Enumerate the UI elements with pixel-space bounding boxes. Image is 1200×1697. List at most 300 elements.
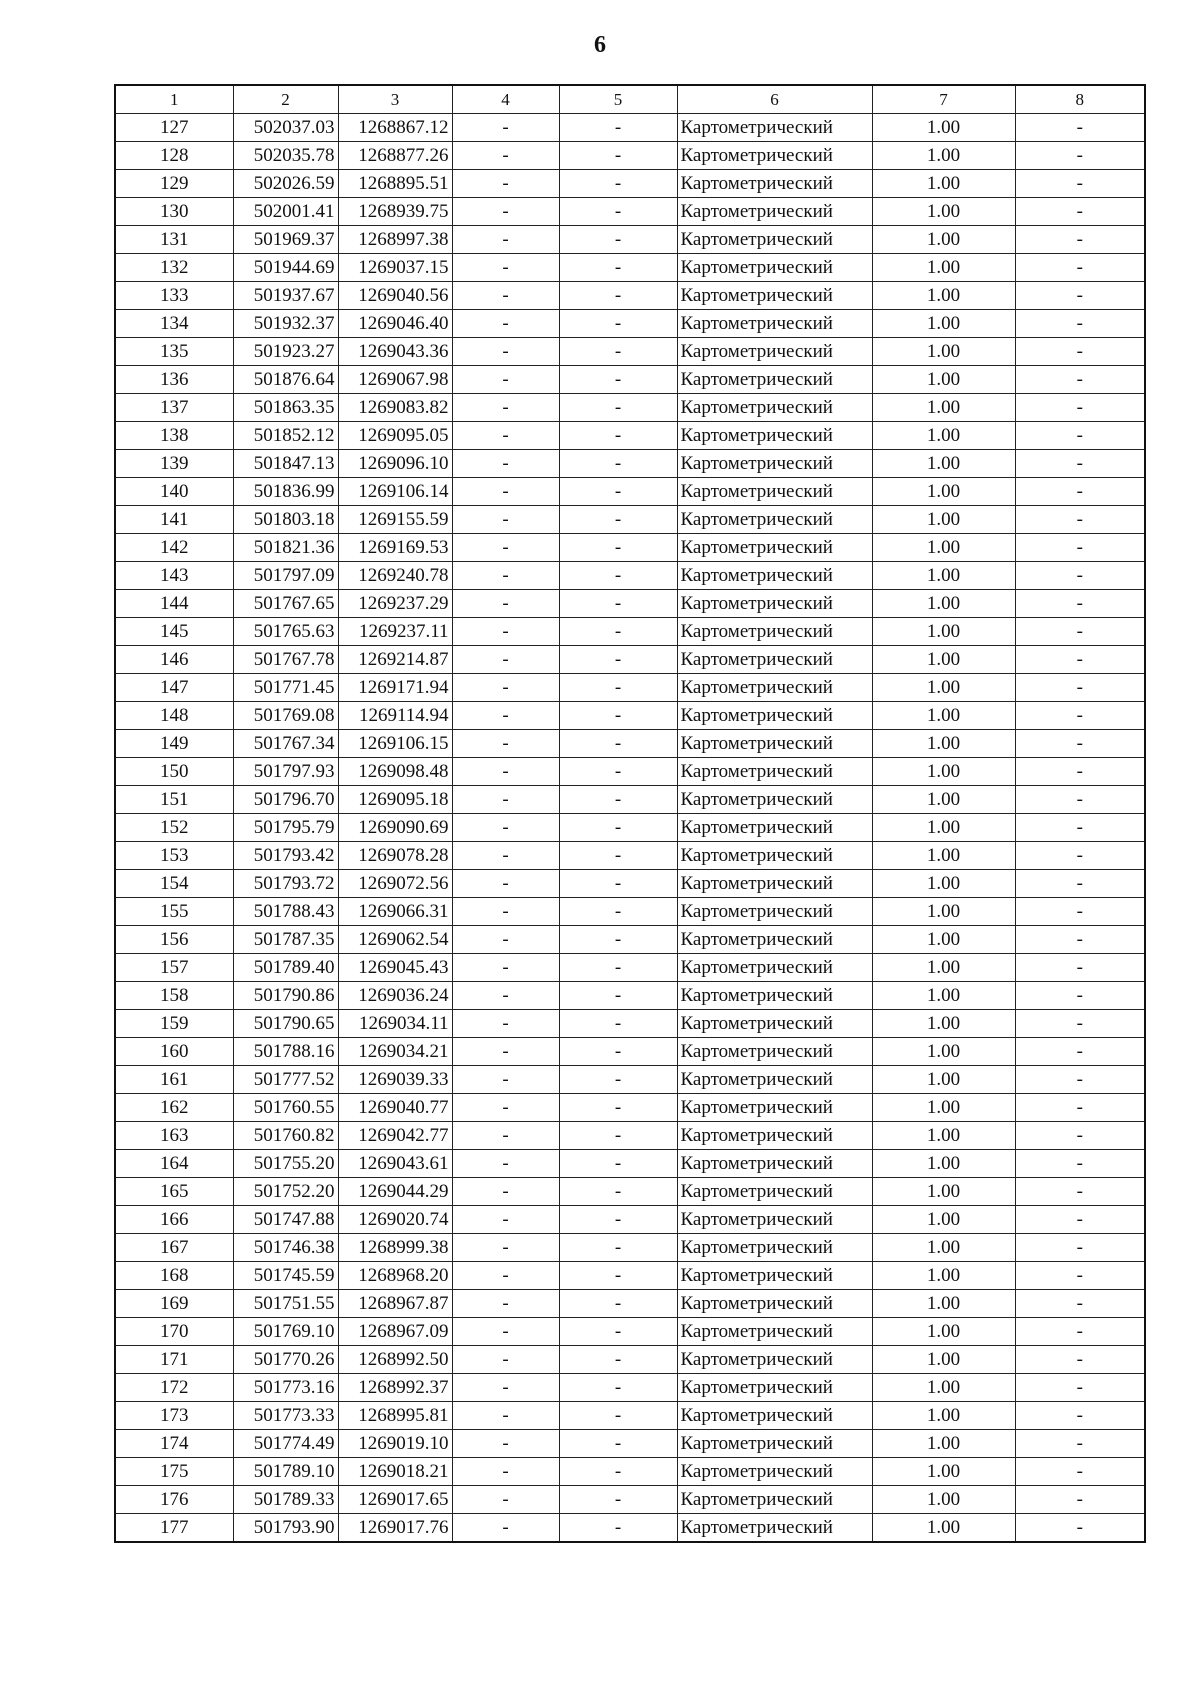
table-body bbox=[115, 114, 1145, 1543]
column-header-6: 6 bbox=[677, 85, 872, 114]
coord-y-cell: 1269114.94 bbox=[338, 702, 452, 730]
col-8-cell: - bbox=[1015, 702, 1145, 730]
method-cell: Картометрический bbox=[677, 758, 872, 786]
coord-x-cell: 501747.88 bbox=[233, 1206, 338, 1234]
col-8-cell: - bbox=[1015, 1066, 1145, 1094]
point-number-cell: 134 bbox=[115, 310, 233, 338]
coordinates-table bbox=[114, 84, 1146, 1543]
method-cell: Картометрический bbox=[677, 1318, 872, 1346]
table-row bbox=[115, 310, 1145, 338]
method-cell: Картометрический bbox=[677, 954, 872, 982]
col-5-cell: - bbox=[559, 226, 677, 254]
coord-x-cell: 501760.82 bbox=[233, 1122, 338, 1150]
col-8-cell: - bbox=[1015, 1318, 1145, 1346]
col-4-cell: - bbox=[452, 478, 559, 506]
point-number-cell: 128 bbox=[115, 142, 233, 170]
col-8-cell: - bbox=[1015, 842, 1145, 870]
col-8-cell: - bbox=[1015, 450, 1145, 478]
coord-x-cell: 501788.16 bbox=[233, 1038, 338, 1066]
accuracy-cell: 1.00 bbox=[872, 1514, 1015, 1543]
col-5-cell: - bbox=[559, 506, 677, 534]
point-number-cell: 146 bbox=[115, 646, 233, 674]
col-4-cell: - bbox=[452, 338, 559, 366]
coord-y-cell: 1269034.21 bbox=[338, 1038, 452, 1066]
point-number-cell: 153 bbox=[115, 842, 233, 870]
point-number-cell: 166 bbox=[115, 1206, 233, 1234]
col-8-cell: - bbox=[1015, 366, 1145, 394]
method-cell: Картометрический bbox=[677, 1010, 872, 1038]
coord-y-cell: 1269095.18 bbox=[338, 786, 452, 814]
table-row bbox=[115, 1234, 1145, 1262]
coord-y-cell: 1269237.29 bbox=[338, 590, 452, 618]
col-4-cell: - bbox=[452, 1094, 559, 1122]
accuracy-cell: 1.00 bbox=[872, 1290, 1015, 1318]
coord-y-cell: 1268992.37 bbox=[338, 1374, 452, 1402]
col-4-cell: - bbox=[452, 170, 559, 198]
col-5-cell: - bbox=[559, 926, 677, 954]
col-5-cell: - bbox=[559, 1122, 677, 1150]
method-cell: Картометрический bbox=[677, 674, 872, 702]
page-number: 6 bbox=[594, 32, 606, 58]
accuracy-cell: 1.00 bbox=[872, 534, 1015, 562]
coord-x-cell: 501789.40 bbox=[233, 954, 338, 982]
method-cell: Картометрический bbox=[677, 338, 872, 366]
coord-x-cell: 501787.35 bbox=[233, 926, 338, 954]
accuracy-cell: 1.00 bbox=[872, 618, 1015, 646]
accuracy-cell: 1.00 bbox=[872, 1122, 1015, 1150]
coord-y-cell: 1269106.14 bbox=[338, 478, 452, 506]
col-5-cell: - bbox=[559, 310, 677, 338]
table-row bbox=[115, 1290, 1145, 1318]
col-5-cell: - bbox=[559, 1206, 677, 1234]
col-8-cell: - bbox=[1015, 170, 1145, 198]
coord-y-cell: 1269237.11 bbox=[338, 618, 452, 646]
table-row bbox=[115, 198, 1145, 226]
method-cell: Картометрический bbox=[677, 1178, 872, 1206]
coord-y-cell: 1269240.78 bbox=[338, 562, 452, 590]
coord-x-cell: 501789.33 bbox=[233, 1486, 338, 1514]
coord-x-cell: 501760.55 bbox=[233, 1094, 338, 1122]
coord-y-cell: 1269043.61 bbox=[338, 1150, 452, 1178]
point-number-cell: 173 bbox=[115, 1402, 233, 1430]
col-8-cell: - bbox=[1015, 226, 1145, 254]
col-5-cell: - bbox=[559, 1010, 677, 1038]
table-row bbox=[115, 1346, 1145, 1374]
point-number-cell: 143 bbox=[115, 562, 233, 590]
col-4-cell: - bbox=[452, 618, 559, 646]
point-number-cell: 136 bbox=[115, 366, 233, 394]
accuracy-cell: 1.00 bbox=[872, 1066, 1015, 1094]
method-cell: Картометрический bbox=[677, 1514, 872, 1543]
table-row bbox=[115, 1486, 1145, 1514]
method-cell: Картометрический bbox=[677, 282, 872, 310]
coord-y-cell: 1269095.05 bbox=[338, 422, 452, 450]
col-8-cell: - bbox=[1015, 1122, 1145, 1150]
method-cell: Картометрический bbox=[677, 170, 872, 198]
col-8-cell: - bbox=[1015, 142, 1145, 170]
col-4-cell: - bbox=[452, 1374, 559, 1402]
table-row bbox=[115, 954, 1145, 982]
table-row bbox=[115, 562, 1145, 590]
accuracy-cell: 1.00 bbox=[872, 1374, 1015, 1402]
col-4-cell: - bbox=[452, 310, 559, 338]
accuracy-cell: 1.00 bbox=[872, 394, 1015, 422]
coord-x-cell: 501797.93 bbox=[233, 758, 338, 786]
col-8-cell: - bbox=[1015, 506, 1145, 534]
method-cell: Картометрический bbox=[677, 982, 872, 1010]
col-4-cell: - bbox=[452, 1402, 559, 1430]
table-row bbox=[115, 226, 1145, 254]
point-number-cell: 162 bbox=[115, 1094, 233, 1122]
method-cell: Картометрический bbox=[677, 1122, 872, 1150]
table-row bbox=[115, 338, 1145, 366]
method-cell: Картометрический bbox=[677, 1402, 872, 1430]
point-number-cell: 172 bbox=[115, 1374, 233, 1402]
coord-x-cell: 501836.99 bbox=[233, 478, 338, 506]
col-8-cell: - bbox=[1015, 1010, 1145, 1038]
table-row bbox=[115, 786, 1145, 814]
point-number-cell: 141 bbox=[115, 506, 233, 534]
col-5-cell: - bbox=[559, 1514, 677, 1543]
coord-x-cell: 501932.37 bbox=[233, 310, 338, 338]
method-cell: Картометрический bbox=[677, 1150, 872, 1178]
col-4-cell: - bbox=[452, 758, 559, 786]
col-8-cell: - bbox=[1015, 114, 1145, 142]
method-cell: Картометрический bbox=[677, 534, 872, 562]
col-4-cell: - bbox=[452, 422, 559, 450]
col-5-cell: - bbox=[559, 534, 677, 562]
coord-y-cell: 1269067.98 bbox=[338, 366, 452, 394]
col-8-cell: - bbox=[1015, 1178, 1145, 1206]
col-4-cell: - bbox=[452, 954, 559, 982]
accuracy-cell: 1.00 bbox=[872, 898, 1015, 926]
method-cell: Картометрический bbox=[677, 394, 872, 422]
point-number-cell: 154 bbox=[115, 870, 233, 898]
accuracy-cell: 1.00 bbox=[872, 366, 1015, 394]
accuracy-cell: 1.00 bbox=[872, 1150, 1015, 1178]
col-8-cell: - bbox=[1015, 282, 1145, 310]
point-number-cell: 155 bbox=[115, 898, 233, 926]
accuracy-cell: 1.00 bbox=[872, 842, 1015, 870]
table-row bbox=[115, 674, 1145, 702]
col-5-cell: - bbox=[559, 646, 677, 674]
col-5-cell: - bbox=[559, 1430, 677, 1458]
col-4-cell: - bbox=[452, 1458, 559, 1486]
coord-y-cell: 1269072.56 bbox=[338, 870, 452, 898]
accuracy-cell: 1.00 bbox=[872, 1458, 1015, 1486]
coord-y-cell: 1268939.75 bbox=[338, 198, 452, 226]
method-cell: Картометрический bbox=[677, 1486, 872, 1514]
coord-y-cell: 1269214.87 bbox=[338, 646, 452, 674]
accuracy-cell: 1.00 bbox=[872, 646, 1015, 674]
col-4-cell: - bbox=[452, 1206, 559, 1234]
col-4-cell: - bbox=[452, 142, 559, 170]
col-4-cell: - bbox=[452, 590, 559, 618]
col-4-cell: - bbox=[452, 786, 559, 814]
coord-x-cell: 501944.69 bbox=[233, 254, 338, 282]
coord-y-cell: 1268995.81 bbox=[338, 1402, 452, 1430]
col-8-cell: - bbox=[1015, 198, 1145, 226]
col-5-cell: - bbox=[559, 366, 677, 394]
method-cell: Картометрический bbox=[677, 478, 872, 506]
coord-x-cell: 501777.52 bbox=[233, 1066, 338, 1094]
point-number-cell: 174 bbox=[115, 1430, 233, 1458]
table-row bbox=[115, 1122, 1145, 1150]
col-4-cell: - bbox=[452, 282, 559, 310]
col-8-cell: - bbox=[1015, 1486, 1145, 1514]
col-4-cell: - bbox=[452, 674, 559, 702]
col-8-cell: - bbox=[1015, 534, 1145, 562]
coord-x-cell: 501752.20 bbox=[233, 1178, 338, 1206]
col-4-cell: - bbox=[452, 534, 559, 562]
col-5-cell: - bbox=[559, 702, 677, 730]
table-row bbox=[115, 618, 1145, 646]
col-4-cell: - bbox=[452, 898, 559, 926]
col-5-cell: - bbox=[559, 142, 677, 170]
col-8-cell: - bbox=[1015, 562, 1145, 590]
point-number-cell: 131 bbox=[115, 226, 233, 254]
table-row bbox=[115, 1262, 1145, 1290]
coord-x-cell: 501745.59 bbox=[233, 1262, 338, 1290]
point-number-cell: 142 bbox=[115, 534, 233, 562]
col-8-cell: - bbox=[1015, 898, 1145, 926]
col-4-cell: - bbox=[452, 450, 559, 478]
method-cell: Картометрический bbox=[677, 226, 872, 254]
coord-y-cell: 1269090.69 bbox=[338, 814, 452, 842]
point-number-cell: 163 bbox=[115, 1122, 233, 1150]
method-cell: Картометрический bbox=[677, 842, 872, 870]
coord-x-cell: 501770.26 bbox=[233, 1346, 338, 1374]
col-4-cell: - bbox=[452, 198, 559, 226]
accuracy-cell: 1.00 bbox=[872, 1038, 1015, 1066]
table-row bbox=[115, 1150, 1145, 1178]
point-number-cell: 133 bbox=[115, 282, 233, 310]
coord-x-cell: 501863.35 bbox=[233, 394, 338, 422]
coord-x-cell: 501788.43 bbox=[233, 898, 338, 926]
method-cell: Картометрический bbox=[677, 1206, 872, 1234]
col-8-cell: - bbox=[1015, 674, 1145, 702]
method-cell: Картометрический bbox=[677, 786, 872, 814]
col-5-cell: - bbox=[559, 1318, 677, 1346]
accuracy-cell: 1.00 bbox=[872, 450, 1015, 478]
col-5-cell: - bbox=[559, 422, 677, 450]
coord-y-cell: 1269036.24 bbox=[338, 982, 452, 1010]
col-5-cell: - bbox=[559, 898, 677, 926]
coord-x-cell: 501847.13 bbox=[233, 450, 338, 478]
accuracy-cell: 1.00 bbox=[872, 1346, 1015, 1374]
col-5-cell: - bbox=[559, 618, 677, 646]
col-4-cell: - bbox=[452, 1234, 559, 1262]
col-4-cell: - bbox=[452, 506, 559, 534]
method-cell: Картометрический bbox=[677, 702, 872, 730]
method-cell: Картометрический bbox=[677, 898, 872, 926]
col-8-cell: - bbox=[1015, 1430, 1145, 1458]
col-5-cell: - bbox=[559, 450, 677, 478]
table-row bbox=[115, 646, 1145, 674]
coord-y-cell: 1268997.38 bbox=[338, 226, 452, 254]
accuracy-cell: 1.00 bbox=[872, 1486, 1015, 1514]
coord-y-cell: 1268968.20 bbox=[338, 1262, 452, 1290]
coord-x-cell: 501969.37 bbox=[233, 226, 338, 254]
table-row bbox=[115, 926, 1145, 954]
coord-y-cell: 1268877.26 bbox=[338, 142, 452, 170]
coord-y-cell: 1268992.50 bbox=[338, 1346, 452, 1374]
point-number-cell: 156 bbox=[115, 926, 233, 954]
table-row bbox=[115, 534, 1145, 562]
coord-x-cell: 502037.03 bbox=[233, 114, 338, 142]
coord-y-cell: 1269017.76 bbox=[338, 1514, 452, 1543]
table-row bbox=[115, 142, 1145, 170]
col-8-cell: - bbox=[1015, 1514, 1145, 1543]
point-number-cell: 140 bbox=[115, 478, 233, 506]
col-5-cell: - bbox=[559, 982, 677, 1010]
accuracy-cell: 1.00 bbox=[872, 1318, 1015, 1346]
coord-x-cell: 501767.34 bbox=[233, 730, 338, 758]
col-5-cell: - bbox=[559, 394, 677, 422]
col-4-cell: - bbox=[452, 1122, 559, 1150]
point-number-cell: 144 bbox=[115, 590, 233, 618]
table-row bbox=[115, 1066, 1145, 1094]
coord-x-cell: 501789.10 bbox=[233, 1458, 338, 1486]
coord-x-cell: 501876.64 bbox=[233, 366, 338, 394]
col-5-cell: - bbox=[559, 282, 677, 310]
accuracy-cell: 1.00 bbox=[872, 1402, 1015, 1430]
column-header-4: 4 bbox=[452, 85, 559, 114]
method-cell: Картометрический bbox=[677, 1094, 872, 1122]
accuracy-cell: 1.00 bbox=[872, 982, 1015, 1010]
coord-y-cell: 1268999.38 bbox=[338, 1234, 452, 1262]
method-cell: Картометрический bbox=[677, 310, 872, 338]
column-header-1: 1 bbox=[115, 85, 233, 114]
coord-y-cell: 1269046.40 bbox=[338, 310, 452, 338]
table-row bbox=[115, 506, 1145, 534]
coord-x-cell: 501769.10 bbox=[233, 1318, 338, 1346]
point-number-cell: 160 bbox=[115, 1038, 233, 1066]
col-4-cell: - bbox=[452, 1486, 559, 1514]
col-4-cell: - bbox=[452, 814, 559, 842]
point-number-cell: 164 bbox=[115, 1150, 233, 1178]
coord-x-cell: 501797.09 bbox=[233, 562, 338, 590]
col-5-cell: - bbox=[559, 730, 677, 758]
accuracy-cell: 1.00 bbox=[872, 954, 1015, 982]
col-4-cell: - bbox=[452, 702, 559, 730]
coord-x-cell: 501746.38 bbox=[233, 1234, 338, 1262]
col-4-cell: - bbox=[452, 1010, 559, 1038]
col-5-cell: - bbox=[559, 1234, 677, 1262]
method-cell: Картометрический bbox=[677, 1458, 872, 1486]
col-4-cell: - bbox=[452, 1066, 559, 1094]
col-5-cell: - bbox=[559, 674, 677, 702]
coord-x-cell: 501773.33 bbox=[233, 1402, 338, 1430]
accuracy-cell: 1.00 bbox=[872, 1178, 1015, 1206]
coord-x-cell: 501795.79 bbox=[233, 814, 338, 842]
coord-y-cell: 1269040.56 bbox=[338, 282, 452, 310]
table-row bbox=[115, 394, 1145, 422]
coord-y-cell: 1269019.10 bbox=[338, 1430, 452, 1458]
col-5-cell: - bbox=[559, 1038, 677, 1066]
coord-y-cell: 1269042.77 bbox=[338, 1122, 452, 1150]
table-row bbox=[115, 1206, 1145, 1234]
coord-x-cell: 501767.65 bbox=[233, 590, 338, 618]
coord-x-cell: 501923.27 bbox=[233, 338, 338, 366]
accuracy-cell: 1.00 bbox=[872, 310, 1015, 338]
col-4-cell: - bbox=[452, 870, 559, 898]
accuracy-cell: 1.00 bbox=[872, 1094, 1015, 1122]
accuracy-cell: 1.00 bbox=[872, 506, 1015, 534]
accuracy-cell: 1.00 bbox=[872, 926, 1015, 954]
col-4-cell: - bbox=[452, 1430, 559, 1458]
col-8-cell: - bbox=[1015, 758, 1145, 786]
col-4-cell: - bbox=[452, 1262, 559, 1290]
point-number-cell: 130 bbox=[115, 198, 233, 226]
col-5-cell: - bbox=[559, 254, 677, 282]
col-4-cell: - bbox=[452, 366, 559, 394]
col-5-cell: - bbox=[559, 954, 677, 982]
method-cell: Картометрический bbox=[677, 1290, 872, 1318]
coord-y-cell: 1269078.28 bbox=[338, 842, 452, 870]
method-cell: Картометрический bbox=[677, 926, 872, 954]
method-cell: Картометрический bbox=[677, 366, 872, 394]
point-number-cell: 167 bbox=[115, 1234, 233, 1262]
coord-x-cell: 501769.08 bbox=[233, 702, 338, 730]
table-row bbox=[115, 450, 1145, 478]
accuracy-cell: 1.00 bbox=[872, 702, 1015, 730]
table-row bbox=[115, 702, 1145, 730]
point-number-cell: 127 bbox=[115, 114, 233, 142]
col-5-cell: - bbox=[559, 1402, 677, 1430]
col-5-cell: - bbox=[559, 814, 677, 842]
col-5-cell: - bbox=[559, 1262, 677, 1290]
method-cell: Картометрический bbox=[677, 114, 872, 142]
col-5-cell: - bbox=[559, 590, 677, 618]
method-cell: Картометрический bbox=[677, 254, 872, 282]
accuracy-cell: 1.00 bbox=[872, 1262, 1015, 1290]
coord-y-cell: 1269018.21 bbox=[338, 1458, 452, 1486]
col-5-cell: - bbox=[559, 114, 677, 142]
col-5-cell: - bbox=[559, 338, 677, 366]
col-8-cell: - bbox=[1015, 310, 1145, 338]
col-4-cell: - bbox=[452, 1150, 559, 1178]
accuracy-cell: 1.00 bbox=[872, 142, 1015, 170]
point-number-cell: 175 bbox=[115, 1458, 233, 1486]
coord-x-cell: 501751.55 bbox=[233, 1290, 338, 1318]
accuracy-cell: 1.00 bbox=[872, 198, 1015, 226]
method-cell: Картометрический bbox=[677, 1262, 872, 1290]
table-row bbox=[115, 1010, 1145, 1038]
point-number-cell: 145 bbox=[115, 618, 233, 646]
method-cell: Картометрический bbox=[677, 450, 872, 478]
col-8-cell: - bbox=[1015, 1150, 1145, 1178]
point-number-cell: 165 bbox=[115, 1178, 233, 1206]
col-5-cell: - bbox=[559, 478, 677, 506]
method-cell: Картометрический bbox=[677, 590, 872, 618]
col-4-cell: - bbox=[452, 1346, 559, 1374]
col-8-cell: - bbox=[1015, 590, 1145, 618]
table-row bbox=[115, 898, 1145, 926]
table-row bbox=[115, 478, 1145, 506]
method-cell: Картометрический bbox=[677, 646, 872, 674]
col-8-cell: - bbox=[1015, 338, 1145, 366]
point-number-cell: 132 bbox=[115, 254, 233, 282]
coord-x-cell: 501821.36 bbox=[233, 534, 338, 562]
point-number-cell: 148 bbox=[115, 702, 233, 730]
coord-y-cell: 1268895.51 bbox=[338, 170, 452, 198]
coord-x-cell: 501790.65 bbox=[233, 1010, 338, 1038]
method-cell: Картометрический bbox=[677, 1374, 872, 1402]
col-8-cell: - bbox=[1015, 422, 1145, 450]
point-number-cell: 171 bbox=[115, 1346, 233, 1374]
col-8-cell: - bbox=[1015, 870, 1145, 898]
